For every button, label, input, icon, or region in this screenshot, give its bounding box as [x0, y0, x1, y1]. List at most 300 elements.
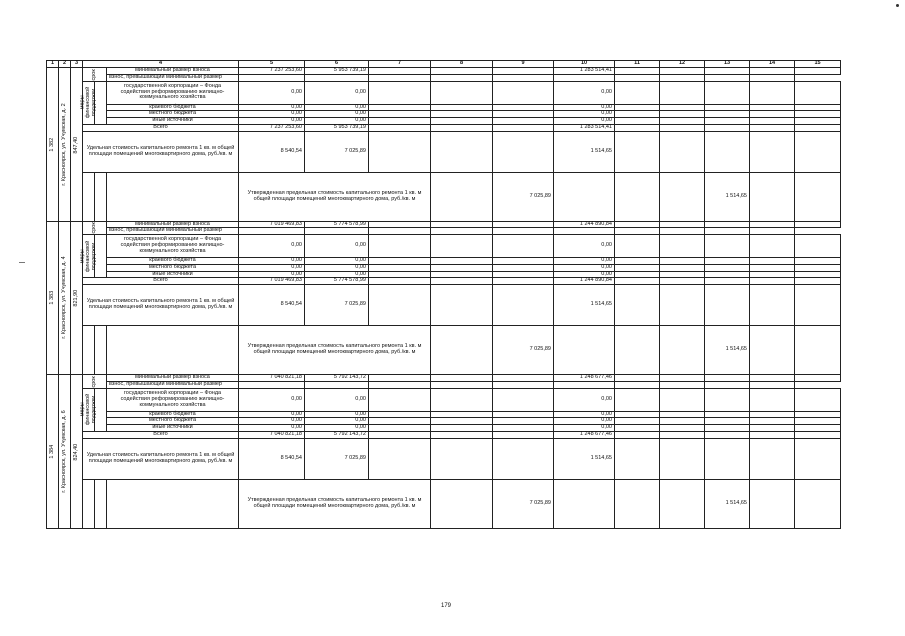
empty-cell: [705, 285, 750, 326]
empty-cell: [95, 326, 107, 375]
header-cell: 6: [305, 61, 369, 68]
empty-cell: [615, 118, 660, 125]
empty-cell: [795, 104, 841, 111]
empty-cell: [660, 235, 705, 258]
empty-cell: [493, 432, 554, 439]
value-col6: 0,00: [305, 118, 369, 125]
empty-cell: [239, 74, 305, 81]
row-label: государственной корпорации – Фонда содействия реформированию жилищно-коммунального хозяйства: [107, 81, 239, 104]
value-col5: 0,00: [239, 271, 305, 278]
row-over-minimum: [47, 74, 841, 81]
empty-cell: [554, 172, 615, 221]
empty-cell: [369, 388, 431, 411]
empty-cell: [795, 235, 841, 258]
empty-cell: [660, 381, 705, 388]
row-unit-cost: [47, 131, 841, 172]
empty-cell: [615, 425, 660, 432]
empty-cell: [95, 479, 107, 528]
empty-cell: [660, 124, 705, 131]
value-col5: 0,00: [239, 418, 305, 425]
object-id: 1 382: [47, 68, 59, 222]
empty-cell: [615, 432, 660, 439]
empty-cell: [660, 118, 705, 125]
empty-cell: [750, 388, 795, 411]
row-unit-cost: [47, 285, 841, 326]
empty-cell: [369, 375, 431, 382]
empty-cell: [795, 285, 841, 326]
empty-cell: [305, 74, 369, 81]
empty-cell: [369, 411, 431, 418]
empty-cell: [493, 131, 554, 172]
row-label: иные источники: [107, 271, 239, 278]
empty-cell: [660, 264, 705, 271]
empty-cell: [615, 131, 660, 172]
empty-cell: [615, 235, 660, 258]
header-cell: 5: [239, 61, 305, 68]
empty-cell: [795, 278, 841, 285]
empty-cell: [795, 411, 841, 418]
empty-cell: [369, 131, 431, 172]
object-address: г. Красноярск, ул. Учумская, д. 2: [59, 68, 71, 222]
scan-mark: [19, 262, 25, 263]
empty-cell: [615, 81, 660, 104]
empty-cell: [615, 172, 660, 221]
row-label: взнос, превышающий минимальный размер: [107, 74, 239, 81]
value-col6: 7 025,89: [493, 172, 554, 221]
empty-cell: [431, 438, 493, 479]
value-col6: 7 025,89: [305, 131, 369, 172]
value-col10: 1 514,65: [554, 438, 615, 479]
empty-cell: [750, 425, 795, 432]
value-col10: 0,00: [554, 235, 615, 258]
value-col5: 7 237 253,60: [239, 68, 305, 75]
empty-cell: [705, 264, 750, 271]
value-col10: 1 514,65: [554, 285, 615, 326]
value-col10: 1 248 677,46: [554, 432, 615, 439]
header-cell: 15: [795, 61, 841, 68]
value-col6: 0,00: [305, 388, 369, 411]
empty-cell: [705, 68, 750, 75]
row-label: взнос, превышающий минимальный размер: [107, 228, 239, 235]
value-col5: 0,00: [239, 111, 305, 118]
header-cell: 1: [47, 61, 59, 68]
empty-cell: [795, 111, 841, 118]
value-col6: 5 792 143,72: [305, 375, 369, 382]
empty-cell: [369, 221, 431, 228]
value-col10: 1 244 890,84: [554, 278, 615, 285]
empty-cell: [369, 111, 431, 118]
value-col10: 0,00: [554, 118, 615, 125]
term-label: срок: [83, 68, 107, 82]
value-col6: 5 792 143,72: [305, 432, 369, 439]
empty-cell: [493, 68, 554, 75]
empty-cell: [750, 271, 795, 278]
value-col6: 0,00: [305, 411, 369, 418]
empty-cell: [107, 326, 239, 375]
empty-cell: [750, 81, 795, 104]
empty-cell: [660, 131, 705, 172]
row-label: Утвержденная предельная стоимость капитального ремонта 1 кв. м общей площади помещений многоквартирного дома, руб./кв. м: [239, 172, 431, 221]
empty-cell: [750, 172, 795, 221]
empty-cell: [660, 74, 705, 81]
capital-repair-table: [46, 60, 841, 529]
empty-cell: [750, 74, 795, 81]
value-col10: 0,00: [554, 388, 615, 411]
empty-cell: [239, 228, 305, 235]
empty-cell: [431, 388, 493, 411]
empty-cell: [554, 381, 615, 388]
empty-cell: [493, 411, 554, 418]
empty-cell: [493, 104, 554, 111]
row-label: Удельная стоимость капитального ремонта 1 кв. м общей площади помещений многоквартирного дома, руб./кв. м: [83, 285, 239, 326]
empty-cell: [795, 221, 841, 228]
value-col10: 1 514,65: [705, 172, 750, 221]
empty-cell: [305, 228, 369, 235]
empty-cell: [615, 68, 660, 75]
object-area: 821,90: [71, 221, 83, 375]
support-label: меры финансовой поддержки: [83, 388, 95, 431]
value-col10: 0,00: [554, 81, 615, 104]
empty-cell: [795, 375, 841, 382]
empty-cell: [750, 111, 795, 118]
value-col5: 0,00: [239, 411, 305, 418]
object-area: 847,40: [71, 68, 83, 222]
empty-cell: [705, 104, 750, 111]
empty-cell: [369, 381, 431, 388]
empty-cell: [95, 172, 107, 221]
empty-cell: [795, 271, 841, 278]
header-cell: 10: [554, 61, 615, 68]
empty-cell: [615, 326, 660, 375]
empty-cell: [705, 375, 750, 382]
object-address: г. Красноярск, ул. Учумская, д. 4: [59, 221, 71, 375]
empty-cell: [795, 432, 841, 439]
support-label: меры финансовой поддержки: [83, 235, 95, 278]
empty-cell: [615, 411, 660, 418]
empty-cell: [750, 68, 795, 75]
header-cell: 2: [59, 61, 71, 68]
row-label: иные источники: [107, 425, 239, 432]
empty-cell: [705, 411, 750, 418]
value-col5: 8 540,54: [239, 438, 305, 479]
value-col5: 0,00: [239, 264, 305, 271]
empty-cell: [431, 425, 493, 432]
row-fund: [47, 81, 841, 104]
empty-cell: [795, 131, 841, 172]
value-col5: 7 040 821,18: [239, 432, 305, 439]
empty-cell: [493, 425, 554, 432]
row-fund: [47, 235, 841, 258]
value-col10: 0,00: [554, 418, 615, 425]
value-col6: 0,00: [305, 258, 369, 265]
empty-cell: [431, 111, 493, 118]
empty-cell: [431, 411, 493, 418]
empty-cell: [431, 285, 493, 326]
row-label: Всего: [83, 124, 239, 131]
value-col10: 1 248 677,46: [554, 375, 615, 382]
empty-cell: [493, 271, 554, 278]
empty-cell: [660, 432, 705, 439]
empty-cell: [493, 375, 554, 382]
row-total: [47, 432, 841, 439]
empty-cell: [795, 425, 841, 432]
empty-cell: [431, 235, 493, 258]
empty-cell: [369, 235, 431, 258]
empty-cell: [795, 124, 841, 131]
empty-cell: [493, 81, 554, 104]
empty-cell: [369, 264, 431, 271]
header-cell: 9: [493, 61, 554, 68]
empty-cell: [369, 81, 431, 104]
empty-cell: [750, 228, 795, 235]
value-col10: 1 514,65: [705, 326, 750, 375]
empty-cell: [83, 172, 95, 221]
value-col6: 0,00: [305, 81, 369, 104]
empty-cell: [615, 375, 660, 382]
row-label: краевого бюджета: [107, 411, 239, 418]
term-label: срок: [83, 375, 107, 389]
empty-cell: [493, 228, 554, 235]
empty-cell: [431, 172, 493, 221]
empty-cell: [107, 172, 239, 221]
empty-cell: [615, 228, 660, 235]
empty-cell: [369, 68, 431, 75]
row-label: краевого бюджета: [107, 104, 239, 111]
row-label: Всего: [83, 432, 239, 439]
empty-cell: [705, 278, 750, 285]
value-col10: 0,00: [554, 258, 615, 265]
empty-cell: [369, 278, 431, 285]
empty-cell: [660, 438, 705, 479]
row-label: Утвержденная предельная стоимость капитального ремонта 1 кв. м общей площади помещений многоквартирного дома, руб./кв. м: [239, 326, 431, 375]
empty-cell: [369, 118, 431, 125]
empty-cell: [431, 264, 493, 271]
empty-cell: [493, 235, 554, 258]
value-col6: 0,00: [305, 104, 369, 111]
value-col5: 0,00: [239, 81, 305, 104]
empty-cell: [705, 271, 750, 278]
empty-cell: [750, 264, 795, 271]
empty-cell: [493, 381, 554, 388]
value-col5: 7 019 469,83: [239, 221, 305, 228]
object-id: 1 383: [47, 221, 59, 375]
empty-cell: [660, 81, 705, 104]
empty-cell: [431, 278, 493, 285]
empty-cell: [615, 438, 660, 479]
empty-cell: [431, 418, 493, 425]
object-id: 1 384: [47, 375, 59, 529]
empty-cell: [750, 285, 795, 326]
row-total: [47, 278, 841, 285]
empty-cell: [239, 381, 305, 388]
support-label: меры финансовой поддержки: [83, 81, 95, 124]
empty-cell: [660, 172, 705, 221]
value-col5: 7 019 469,83: [239, 278, 305, 285]
row-label: Удельная стоимость капитального ремонта 1 кв. м общей площади помещений многоквартирного дома, руб./кв. м: [83, 131, 239, 172]
row-label: взнос, превышающий минимальный размер: [107, 381, 239, 388]
value-col10: 1 283 514,41: [554, 68, 615, 75]
empty-cell: [750, 221, 795, 228]
empty-cell: [705, 221, 750, 228]
empty-cell: [615, 271, 660, 278]
empty-cell: [493, 264, 554, 271]
header-cell: 11: [615, 61, 660, 68]
empty-cell: [795, 264, 841, 271]
empty-cell: [554, 479, 615, 528]
empty-cell: [493, 285, 554, 326]
empty-cell: [660, 228, 705, 235]
row-label: минимальный размер взноса: [107, 221, 239, 228]
empty-cell: [431, 74, 493, 81]
empty-cell: [750, 278, 795, 285]
empty-cell: [705, 388, 750, 411]
row-label: государственной корпорации – Фонда содействия реформированию жилищно-коммунального хозяйства: [107, 388, 239, 411]
empty-cell: [615, 381, 660, 388]
row-label: иные источники: [107, 118, 239, 125]
empty-cell: [493, 418, 554, 425]
value-col10: 0,00: [554, 425, 615, 432]
empty-cell: [369, 438, 431, 479]
empty-cell: [660, 326, 705, 375]
empty-cell: [493, 124, 554, 131]
empty-cell: [750, 124, 795, 131]
value-col10: 0,00: [554, 271, 615, 278]
empty-cell: [795, 418, 841, 425]
value-col6: 0,00: [305, 271, 369, 278]
value-col6: 7 025,89: [305, 285, 369, 326]
value-col6: 0,00: [305, 418, 369, 425]
empty-cell: [493, 221, 554, 228]
header-cell: 7: [369, 61, 431, 68]
object-address: г. Красноярск, ул. Учумская, д. 6: [59, 375, 71, 529]
empty-cell: [660, 68, 705, 75]
value-col10: 1 514,65: [554, 131, 615, 172]
empty-cell: [305, 381, 369, 388]
empty-cell: [750, 411, 795, 418]
empty-cell: [750, 104, 795, 111]
row-fund: [47, 388, 841, 411]
empty-cell: [705, 438, 750, 479]
value-col6: 7 025,89: [493, 479, 554, 528]
empty-cell: [705, 124, 750, 131]
empty-cell: [615, 111, 660, 118]
empty-cell: [750, 131, 795, 172]
row-unit-cost: [47, 438, 841, 479]
empty-cell: [750, 326, 795, 375]
value-col6: 5 774 578,99: [305, 221, 369, 228]
empty-cell: [554, 228, 615, 235]
empty-cell: [750, 235, 795, 258]
empty-cell: [431, 258, 493, 265]
empty-cell: [705, 235, 750, 258]
empty-cell: [705, 111, 750, 118]
empty-cell: [795, 172, 841, 221]
empty-cell: [369, 74, 431, 81]
header-cell: 14: [750, 61, 795, 68]
empty-cell: [795, 388, 841, 411]
empty-cell: [431, 124, 493, 131]
empty-cell: [615, 285, 660, 326]
empty-cell: [493, 438, 554, 479]
empty-cell: [705, 228, 750, 235]
empty-cell: [660, 418, 705, 425]
empty-cell: [369, 258, 431, 265]
empty-cell: [660, 104, 705, 111]
empty-cell: [705, 381, 750, 388]
empty-cell: [660, 285, 705, 326]
row-label: минимальный размер взноса: [107, 375, 239, 382]
empty-cell: [750, 375, 795, 382]
empty-cell: [795, 479, 841, 528]
value-col10: 0,00: [554, 104, 615, 111]
empty-cell: [660, 111, 705, 118]
empty-cell: [660, 271, 705, 278]
empty-cell: [615, 264, 660, 271]
empty-cell: [750, 479, 795, 528]
empty-cell: [369, 104, 431, 111]
empty-cell: [431, 118, 493, 125]
value-col6: 0,00: [305, 264, 369, 271]
empty-cell: [369, 124, 431, 131]
empty-cell: [493, 111, 554, 118]
empty-cell: [660, 479, 705, 528]
row-label: Утвержденная предельная стоимость капитального ремонта 1 кв. м общей площади помещений многоквартирного дома, руб./кв. м: [239, 479, 431, 528]
empty-cell: [705, 74, 750, 81]
empty-cell: [660, 375, 705, 382]
header-cell: 4: [83, 61, 239, 68]
value-col10: 1 283 514,41: [554, 124, 615, 131]
empty-cell: [615, 104, 660, 111]
empty-cell: [750, 258, 795, 265]
empty-cell: [750, 118, 795, 125]
empty-cell: [493, 118, 554, 125]
value-col5: 7 040 821,18: [239, 375, 305, 382]
empty-cell: [83, 326, 95, 375]
value-col5: 0,00: [239, 425, 305, 432]
empty-cell: [369, 228, 431, 235]
empty-cell: [431, 326, 493, 375]
row-approved-limit: [47, 479, 841, 528]
empty-cell: [795, 118, 841, 125]
empty-cell: [660, 258, 705, 265]
value-col10: 0,00: [554, 111, 615, 118]
empty-cell: [107, 479, 239, 528]
row-total: [47, 124, 841, 131]
empty-cell: [750, 438, 795, 479]
value-col5: 8 540,54: [239, 131, 305, 172]
header-cell: 8: [431, 61, 493, 68]
empty-cell: [431, 381, 493, 388]
row-label: Всего: [83, 278, 239, 285]
value-col6: 5 953 739,19: [305, 124, 369, 131]
value-col5: 7 237 253,60: [239, 124, 305, 131]
header-cell: 3: [71, 61, 83, 68]
empty-cell: [431, 131, 493, 172]
empty-cell: [660, 278, 705, 285]
empty-cell: [431, 81, 493, 104]
empty-cell: [369, 432, 431, 439]
value-col6: 5 774 578,99: [305, 278, 369, 285]
empty-cell: [705, 432, 750, 439]
scan-dot: [896, 4, 899, 7]
value-col5: 0,00: [239, 258, 305, 265]
empty-cell: [705, 131, 750, 172]
empty-cell: [705, 81, 750, 104]
empty-cell: [705, 425, 750, 432]
empty-cell: [795, 438, 841, 479]
empty-cell: [615, 418, 660, 425]
value-col5: 0,00: [239, 104, 305, 111]
